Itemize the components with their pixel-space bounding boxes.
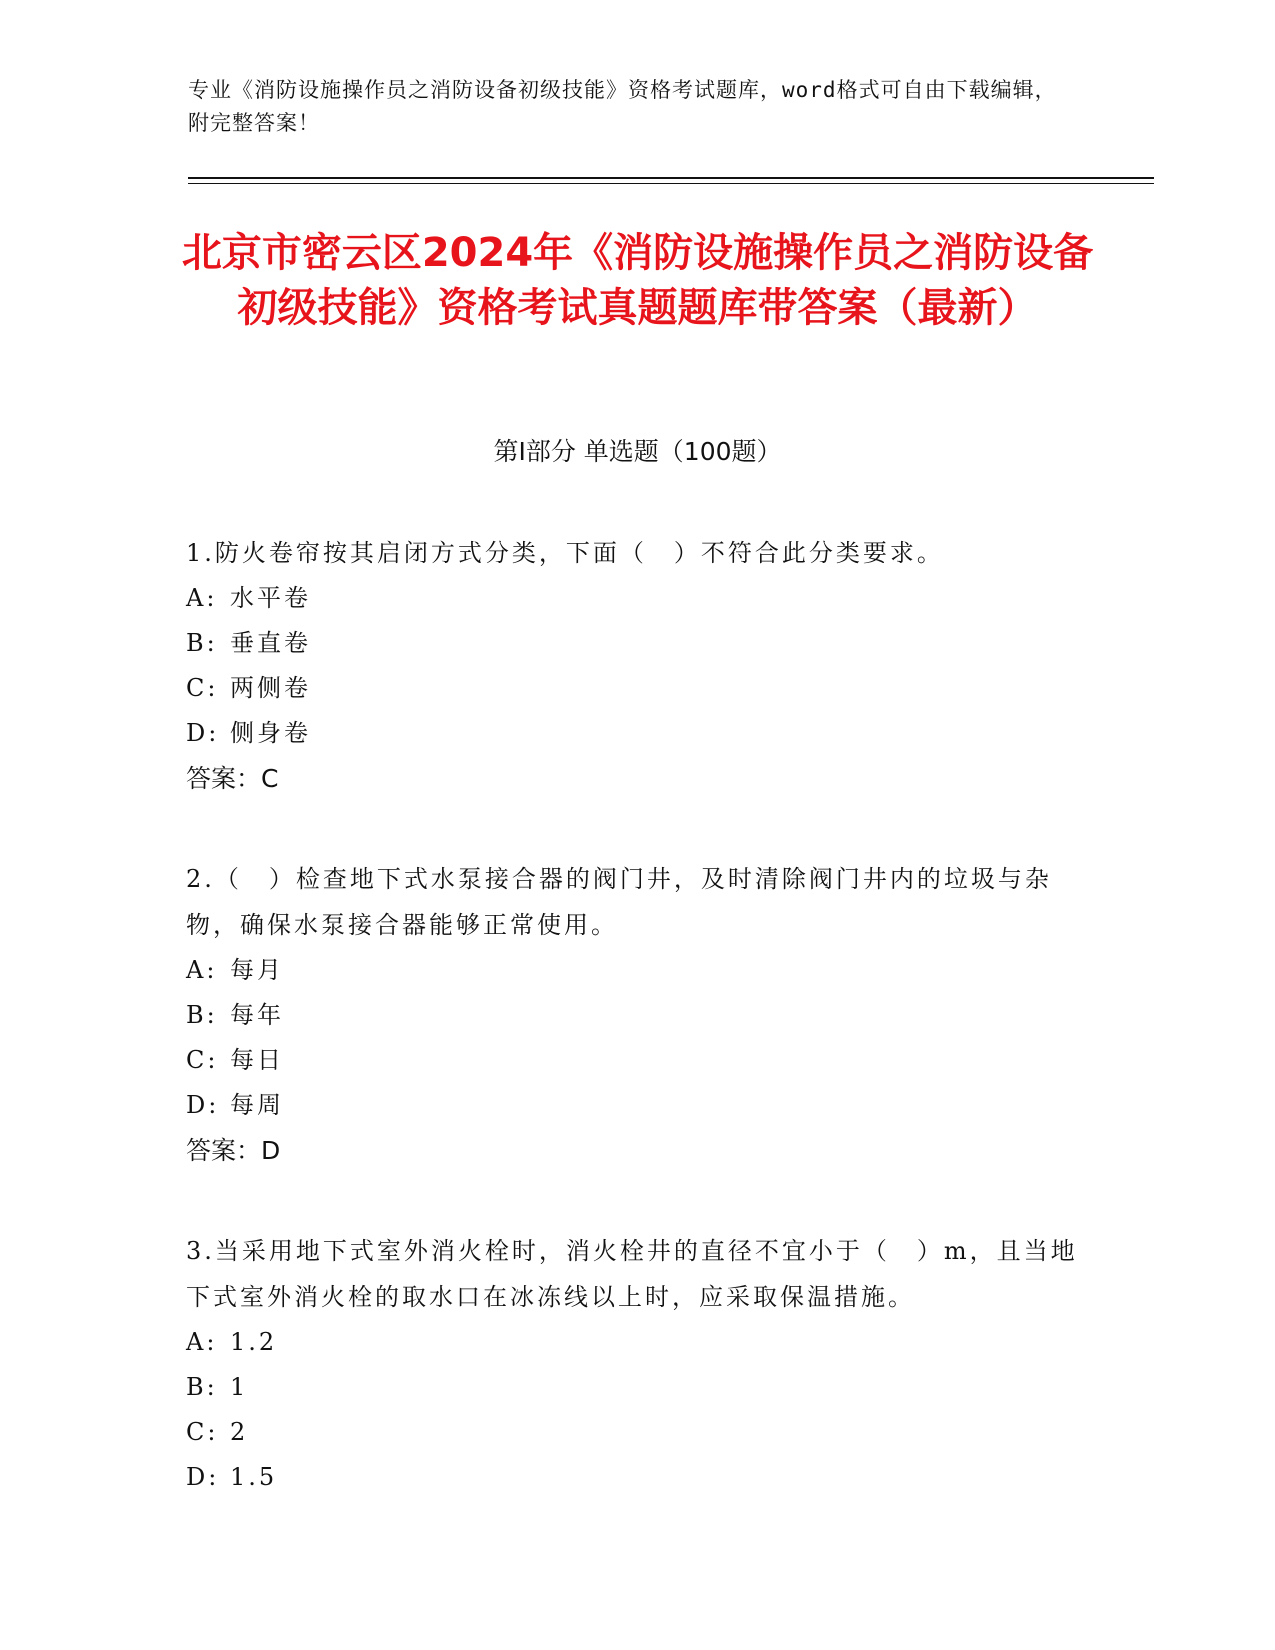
question-2 bbox=[186, 856, 1086, 1174]
option-d bbox=[186, 1455, 1086, 1500]
answer: 答案：C bbox=[186, 764, 279, 793]
option-text: 每周 bbox=[230, 1091, 284, 1119]
question-1 bbox=[186, 530, 1086, 802]
header-divider-thick bbox=[188, 177, 1154, 179]
option-key: B: bbox=[186, 1001, 218, 1029]
section-title: 第I部分 单选题（100题） bbox=[493, 437, 782, 466]
option-key: A: bbox=[186, 1328, 218, 1356]
option-text: 1.5 bbox=[230, 1463, 278, 1491]
option-d bbox=[186, 711, 1086, 756]
option-key: C: bbox=[186, 1418, 219, 1446]
option-key: D: bbox=[186, 1463, 220, 1491]
option-b bbox=[186, 1365, 1086, 1410]
option-key: A: bbox=[186, 956, 218, 984]
option-b bbox=[186, 621, 1086, 666]
option-text: 1.2 bbox=[230, 1328, 278, 1356]
option-a bbox=[186, 948, 1086, 993]
option-key: C: bbox=[186, 1046, 219, 1074]
option-text: 垂直卷 bbox=[230, 629, 311, 657]
document-title: 北京市密云区2024年《消防设施操作员之消防设备初级技能》资格考试真题题库带答案（最新） bbox=[181, 230, 1094, 331]
option-text: 1 bbox=[230, 1373, 249, 1401]
option-text: 2 bbox=[230, 1418, 249, 1446]
option-d bbox=[186, 1083, 1086, 1128]
option-key: B: bbox=[186, 629, 218, 657]
question-stem: 2.（ ）检查地下式水泵接合器的阀门井，及时清除阀门井内的垃圾与杂物，确保水泵接合器能够正常使用。 bbox=[186, 865, 1052, 939]
option-c bbox=[186, 666, 1086, 711]
option-c bbox=[186, 1410, 1086, 1455]
option-text: 水平卷 bbox=[230, 584, 311, 612]
option-key: A: bbox=[186, 584, 218, 612]
question-stem: 1.防火卷帘按其启闭方式分类，下面（ ）不符合此分类要求。 bbox=[186, 539, 944, 567]
option-text: 侧身卷 bbox=[230, 719, 311, 747]
option-c bbox=[186, 1038, 1086, 1083]
question-stem: 3.当采用地下式室外消火栓时，消火栓井的直径不宜小于（ ）m，且当地下式室外消火栓的取水口在冰冻线以上时，应采取保温措施。 bbox=[186, 1237, 1078, 1311]
question-3 bbox=[186, 1228, 1086, 1500]
option-text: 每年 bbox=[230, 1001, 284, 1029]
option-key: C: bbox=[186, 674, 219, 702]
option-a bbox=[186, 576, 1086, 621]
answer: 答案：D bbox=[186, 1136, 281, 1165]
option-key: D: bbox=[186, 1091, 220, 1119]
option-b bbox=[186, 993, 1086, 1038]
option-text: 两侧卷 bbox=[230, 674, 311, 702]
option-key: B: bbox=[186, 1373, 218, 1401]
option-text: 每日 bbox=[230, 1046, 284, 1074]
option-a bbox=[186, 1320, 1086, 1365]
option-text: 每月 bbox=[230, 956, 284, 984]
question-list bbox=[186, 530, 1086, 1554]
header-divider-thin bbox=[188, 183, 1154, 184]
header-note: 专业《消防设施操作员之消防设备初级技能》资格考试题库，word格式可自由下载编辑，附完整答案！ bbox=[188, 78, 1057, 135]
option-key: D: bbox=[186, 719, 220, 747]
